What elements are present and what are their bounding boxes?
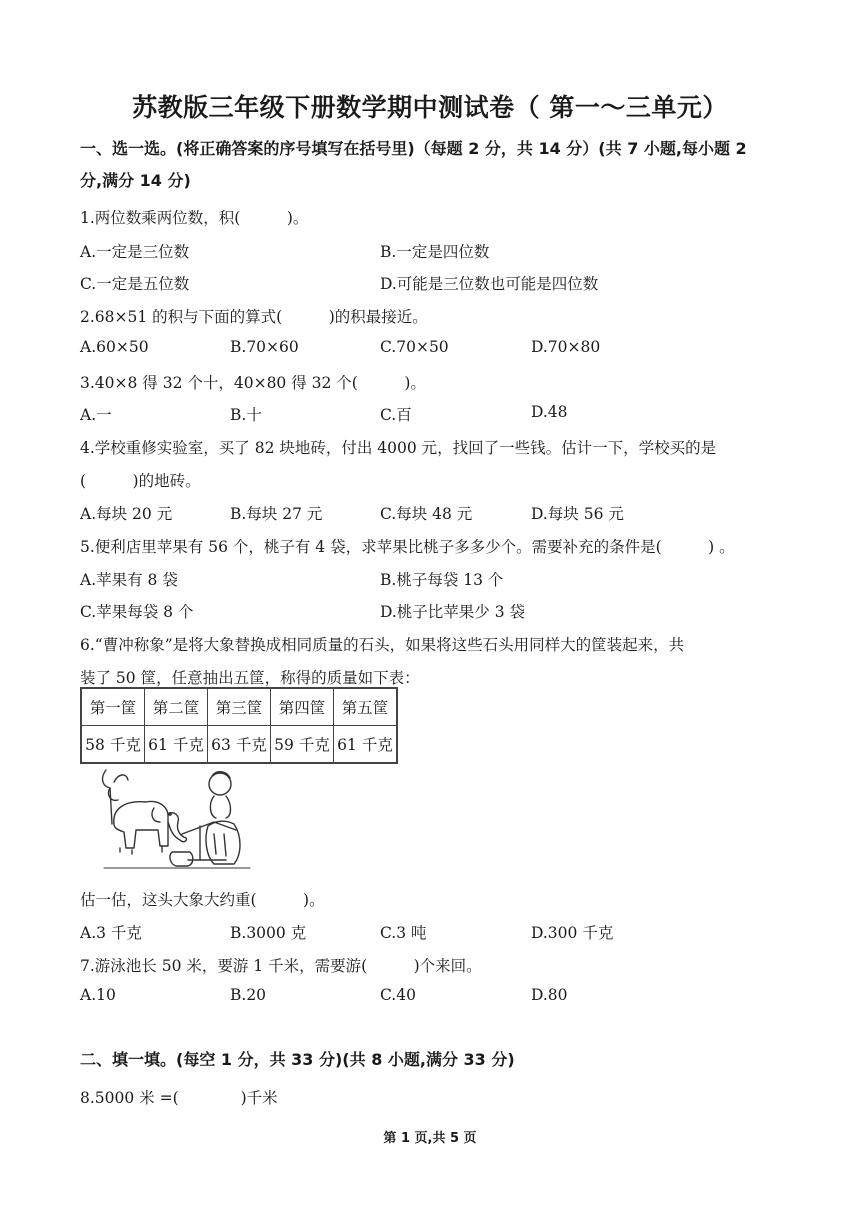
table-header-cell: 第二筐	[145, 688, 208, 726]
q5-option-c: C.苹果每袋 8 个	[80, 603, 194, 621]
q1-option-c: C.一定是五位数	[80, 275, 190, 293]
elephant-illustration	[96, 764, 256, 876]
table-header-cell: 第五筐	[334, 688, 398, 726]
q1-option-b: B.一定是四位数	[380, 243, 490, 261]
table-row	[81, 726, 397, 764]
q4-option-d: D.每块 56 元	[531, 505, 624, 523]
q2-option-a: A.60×50	[80, 338, 149, 356]
table-cell: 59 千克	[271, 726, 334, 764]
q1-option-d: D.可能是三位数也可能是四位数	[380, 275, 599, 293]
q4-option-a: A.每块 20 元	[80, 505, 173, 523]
q1-option-a: A.一定是三位数	[80, 243, 190, 261]
q8-stem: 8.5000 米 =( )千米	[80, 1089, 278, 1107]
q3-option-d: D.48	[531, 403, 568, 421]
q7-option-c: C.40	[380, 986, 416, 1004]
q2-stem: 2.68×51 的积与下面的算式( )的积最接近。	[80, 308, 428, 326]
table-header-cell: 第四筐	[271, 688, 334, 726]
q6-option-c: C.3 吨	[380, 924, 427, 942]
q7-option-b: B.20	[230, 986, 267, 1004]
q7-option-a: A.10	[80, 986, 116, 1004]
q6-option-b: B.3000 克	[230, 924, 307, 942]
page-title: 苏教版三年级下册数学期中测试卷（ 第一～三单元）	[132, 93, 728, 122]
table-cell: 58 千克	[81, 726, 145, 764]
q2-option-c: C.70×50	[380, 338, 449, 356]
q3-option-c: C.百	[380, 406, 412, 424]
table-header-row	[81, 688, 397, 726]
q2-option-b: B.70×60	[230, 338, 299, 356]
q6-question: 估一估，这头大象大约重( )。	[80, 891, 325, 909]
q7-stem: 7.游泳池长 50 米，要游 1 千米，需要游( )个来回。	[80, 957, 482, 975]
q6-option-d: D.300 千克	[531, 924, 614, 942]
table-cell: 61 千克	[145, 726, 208, 764]
q5-option-a: A.苹果有 8 袋	[80, 571, 178, 589]
q2-option-d: D.70×80	[531, 338, 601, 356]
q4-stem-line2: ( )的地砖。	[80, 472, 201, 490]
page-footer: 第 1 页,共 5 页	[383, 1131, 477, 1146]
q3-option-b: B.十	[230, 406, 262, 424]
q7-option-d: D.80	[531, 986, 568, 1004]
table-cell: 63 千克	[208, 726, 271, 764]
table-header-cell: 第三筐	[208, 688, 271, 726]
q5-option-b: B.桃子每袋 13 个	[380, 571, 504, 589]
q6-stem-line1: 6.“曹冲称象”是将大象替换成相同质量的石头，如果将这些石头用同样大的筐装起来，共	[80, 636, 685, 654]
basket-weight-table	[80, 687, 398, 764]
q5-option-d: D.桃子比苹果少 3 袋	[380, 603, 526, 621]
q5-stem: 5.便利店里苹果有 56 个，桃子有 4 袋，求苹果比桃子多多少个。需要补充的条件是( ) 。	[80, 538, 735, 556]
table-header-cell: 第一筐	[81, 688, 145, 726]
q4-stem-line1: 4.学校重修实验室，买了 82 块地砖，付出 4000 元，找回了一些钱。估计一下，学校买的是	[80, 439, 717, 457]
q4-option-b: B.每块 27 元	[230, 505, 323, 523]
q6-option-a: A.3 千克	[80, 924, 142, 942]
q6-stem-line2: 装了 50 筐，任意抽出五筐，称得的质量如下表：	[80, 669, 420, 687]
q4-option-c: C.每块 48 元	[380, 505, 473, 523]
q3-option-a: A.一	[80, 406, 112, 424]
section1-heading-line2: 分,满分 14 分)	[80, 171, 191, 190]
section2-heading: 二、填一填。(每空 1 分，共 33 分)(共 8 小题,满分 33 分)	[80, 1050, 515, 1069]
q1-stem: 1.两位数乘两位数，积( )。	[80, 209, 309, 227]
section1-heading-line1: 一、选一选。(将正确答案的序号填写在括号里)（每题 2 分，共 14 分）(共 7 小题,每小题 2	[80, 139, 747, 158]
q3-stem: 3.40×8 得 32 个十，40×80 得 32 个( )。	[80, 374, 426, 392]
table-cell: 61 千克	[334, 726, 398, 764]
